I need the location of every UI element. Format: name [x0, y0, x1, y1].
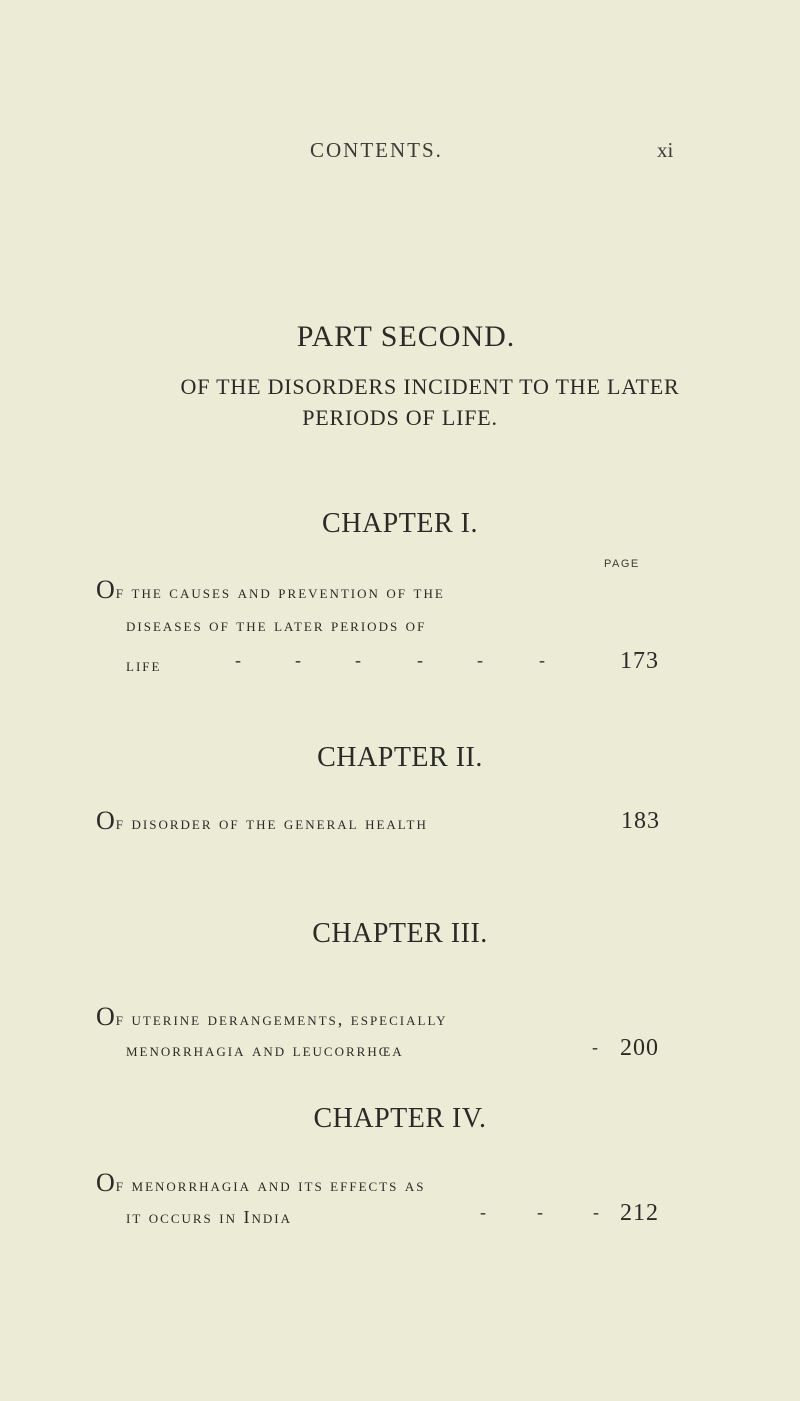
- chapter-3-line-1: [96, 1002, 447, 1032]
- running-head: CONTENTS.: [310, 138, 443, 162]
- chapter-1-line-1: [96, 575, 445, 605]
- chapter-1-line-2: diseases of the later periods of: [126, 615, 427, 635]
- chapter-4-page-number: 212: [620, 1200, 659, 1226]
- chapter-4-line-1-rest: f menorrhagia and its effects as: [115, 1175, 426, 1195]
- chapter-2-page-number: 183: [621, 808, 660, 834]
- chapter-1-line-1-rest: f the causes and prevention of the: [115, 582, 445, 602]
- chapter-2-line-1: [96, 806, 428, 836]
- chapter-3-page-number: 200: [620, 1035, 659, 1061]
- page-column-label: PAGE: [604, 558, 640, 570]
- chapter-4-line-2: it occurs in India: [126, 1207, 292, 1227]
- chapter-3-heading: CHAPTER III.: [312, 918, 488, 949]
- chapter-2-heading: CHAPTER II.: [317, 742, 483, 773]
- part-subtitle-line-2: PERIODS OF LIFE.: [302, 405, 498, 430]
- chapter-2-line-1-initial: O: [96, 806, 116, 835]
- chapter-3-line-1-initial: O: [96, 1002, 116, 1031]
- leader-dashes: - - -: [480, 1202, 599, 1222]
- chapter-1-heading: CHAPTER I.: [322, 508, 478, 539]
- chapter-1-page-number: 173: [620, 648, 659, 674]
- chapter-2-line-1-rest: f disorder of the general health: [115, 813, 428, 833]
- leader-dashes: -: [592, 1037, 598, 1057]
- page-folio: xi: [657, 138, 674, 162]
- leader-dashes: - - - - - -: [235, 650, 545, 670]
- chapter-1-line-1-initial: O: [96, 575, 116, 604]
- chapter-4-line-1-initial: O: [96, 1168, 116, 1197]
- part-title: PART SECOND.: [296, 320, 516, 353]
- chapter-4-line-1: [96, 1168, 425, 1198]
- chapter-3-line-1-rest: f uterine derangements, especially: [115, 1009, 448, 1029]
- chapter-3-line-2: menorrhagia and leucorrhœa: [126, 1040, 404, 1060]
- part-subtitle-line-1: OF THE DISORDERS INCIDENT TO THE LATER: [180, 374, 680, 399]
- chapter-4-heading: CHAPTER IV.: [313, 1103, 487, 1134]
- chapter-1-line-3: life: [126, 655, 162, 675]
